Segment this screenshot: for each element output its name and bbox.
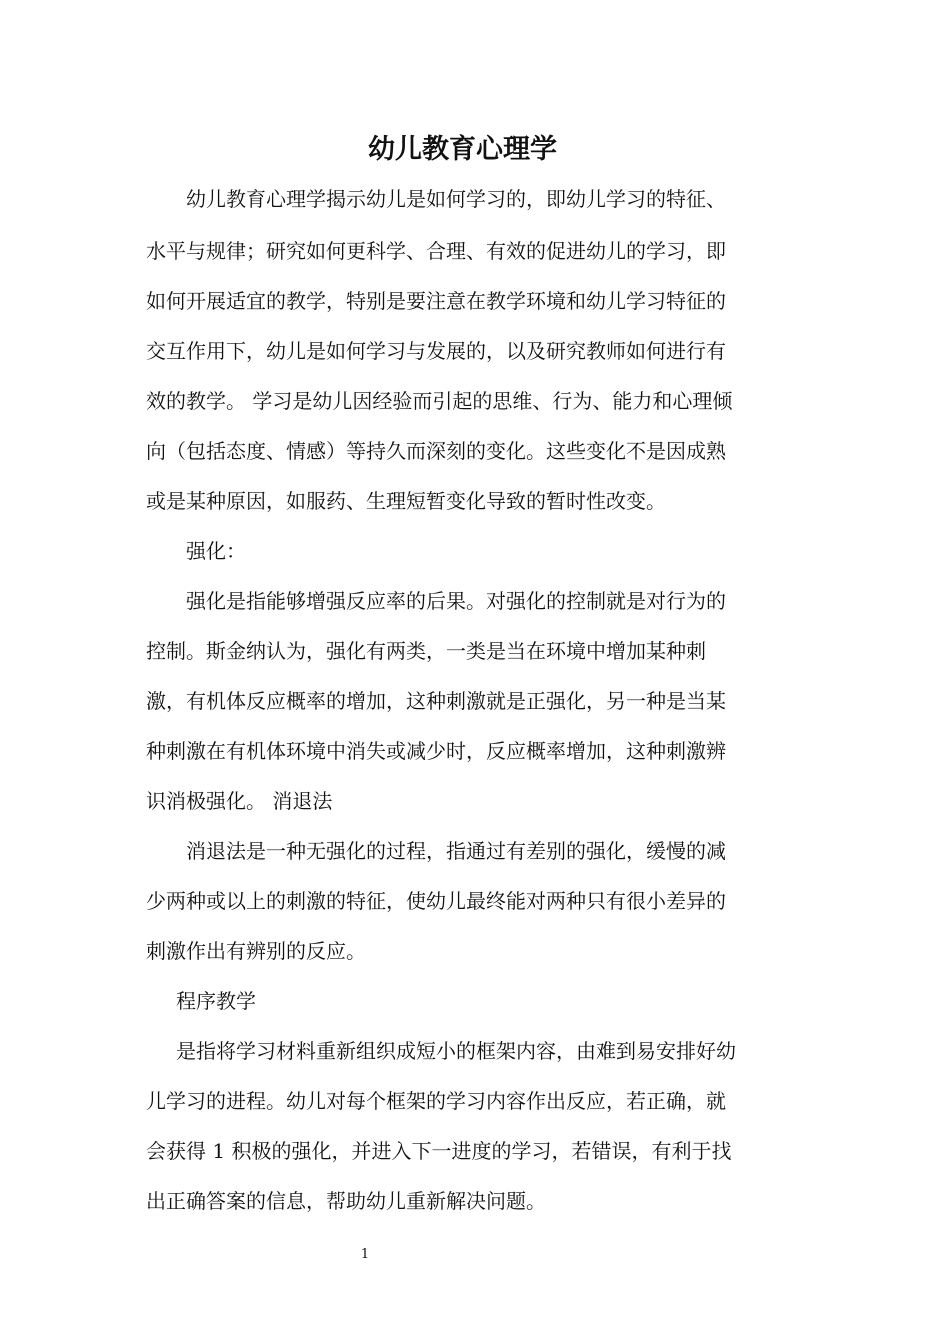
body-line-7: 或是某种原因，如服药、生理短暂变化导致的暂时性改变。 bbox=[146, 489, 666, 513]
body-line-2: 水平与规律；研究如何更科学、合理、有效的促进幼儿的学习，即 bbox=[146, 239, 726, 263]
body-line-12: 种刺激在有机体环境中消失或减少时，反应概率增加，这种刺激辨 bbox=[146, 739, 726, 763]
body-line-20: 会获得 1 积极的强化，并进入下一进度的学习，若错误，有利于找 bbox=[146, 1139, 732, 1163]
body-line-1: 幼儿教育心理学揭示幼儿是如何学习的，即幼儿学习的特征、 bbox=[186, 187, 726, 211]
body-line-18: 是指将学习材料重新组织成短小的框架内容，由难到易安排好幼 bbox=[176, 1039, 736, 1063]
body-line-3: 如何开展适宜的教学，特别是要注意在教学环境和幼儿学习特征的 bbox=[146, 289, 726, 313]
page-number: 1 bbox=[360, 1247, 370, 1262]
body-line-19: 儿学习的进程。幼儿对每个框架的学习内容作出反应，若正确，就 bbox=[146, 1089, 726, 1113]
section-heading-programmed-instruction: 程序教学 bbox=[176, 989, 256, 1013]
body-line-21: 出正确答案的信息，帮助幼儿重新解决问题。 bbox=[146, 1189, 546, 1213]
body-line-13: 识消极强化。 消退法 bbox=[146, 789, 333, 813]
body-line-5: 效的教学。 学习是幼儿因经验而引起的思维、行为、能力和心理倾 bbox=[146, 389, 733, 413]
body-line-15: 少两种或以上的刺激的特征，使幼儿最终能对两种只有很小差异的 bbox=[146, 889, 726, 913]
body-line-9: 强化是指能够增强反应率的后果。对强化的控制就是对行为的 bbox=[186, 589, 726, 613]
page-title: 幼儿教育心理学 bbox=[368, 134, 557, 165]
body-line-14: 消退法是一种无强化的过程，指通过有差别的强化，缓慢的减 bbox=[186, 839, 726, 863]
section-heading-reinforcement: 强化： bbox=[186, 539, 246, 563]
body-line-10: 控制。斯金纳认为，强化有两类，一类是当在环境中增加某种刺 bbox=[146, 639, 706, 663]
body-line-11: 激，有机体反应概率的增加，这种刺激就是正强化，另一种是当某 bbox=[146, 689, 726, 713]
body-line-4: 交互作用下，幼儿是如何学习与发展的，以及研究教师如何进行有 bbox=[146, 339, 726, 363]
body-line-16: 刺激作出有辨别的反应。 bbox=[146, 939, 366, 963]
body-line-6: 向（包括态度、情感）等持久而深刻的变化。这些变化不是因成熟 bbox=[146, 439, 726, 463]
